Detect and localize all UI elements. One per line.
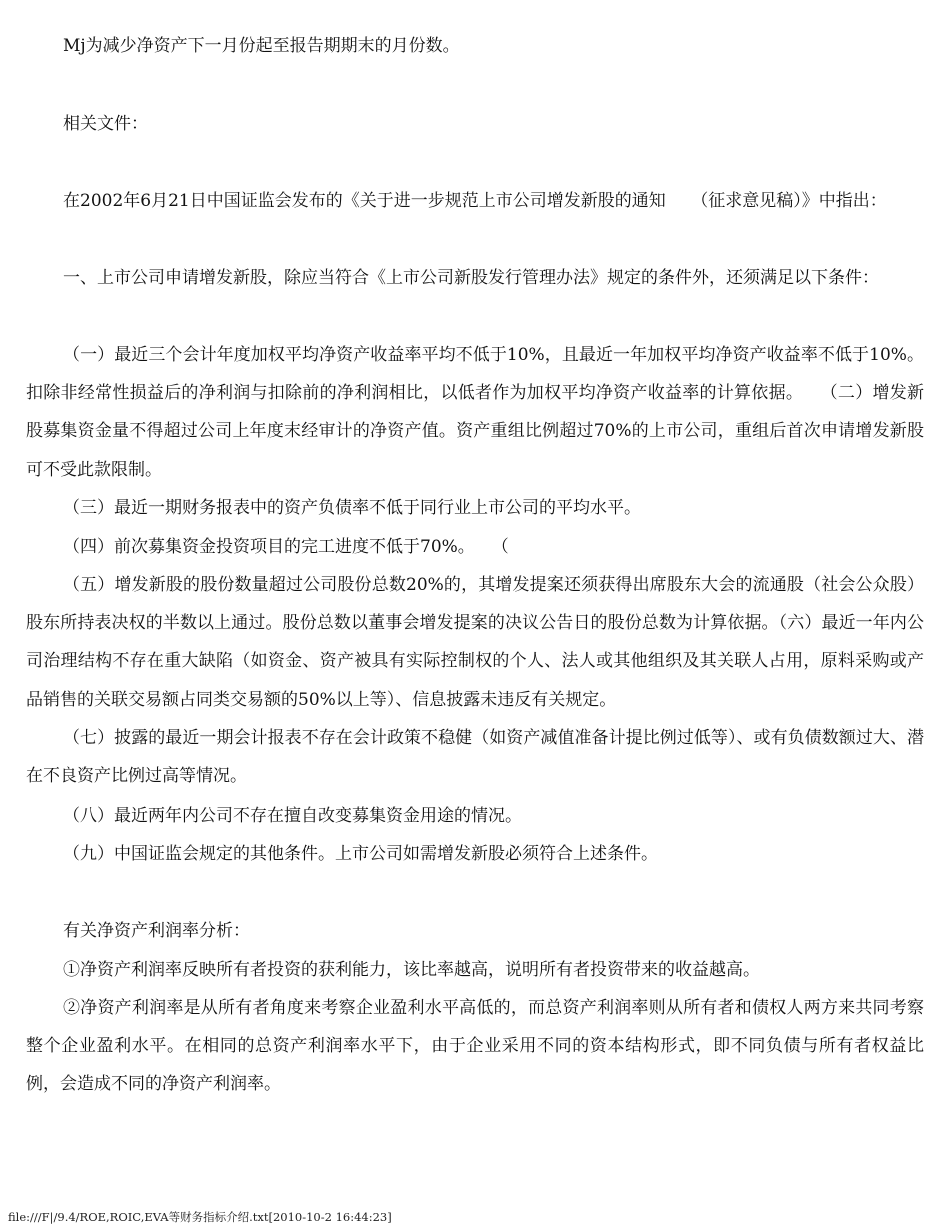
paragraph-mj-definition: Mj为减少净资产下一月份起至报告期期末的月份数。 [63,36,460,56]
file-path-footer: file:///F|/9.4/ROE,ROIC,EVA等财务指标介绍.txt[2010-10-2 16:44:23] [8,1210,392,1224]
paragraph-condition-3: （三）最近一期财务报表中的资产负债率不低于同行业上市公司的平均水平。 [63,498,641,518]
paragraph-conditions-1-2: （一）最近三个会计年度加权平均净资产收益率平均不低于10%，且最近一年加权平均净资产收益率不低于10%。扣除非经常性损益后的净利润与扣除前的净利润相比，以低者作为加权平均净资产收益率的计算依据。 （二）增发新股募集资金量不得超过公司上年度末经审计的净资产值。资产重组比例超过70%的上市公司，重组后首次申请增发新股可不受此款限制。 [26,345,924,480]
paragraph-related-files-heading: 相关文件： [63,114,148,134]
paragraph-condition-4: （四）前次募集资金投资项目的完工进度不低于70%。 （ [63,537,509,557]
paragraph-condition-8: （八）最近两年内公司不存在擅自改变募集资金用途的情况。 [63,806,522,826]
paragraph-condition-7: （七）披露的最近一期会计报表不存在会计政策不稳健（如资产减值准备计提比例过低等）、或有负债数额过大、潜在不良资产比例过高等情况。 [26,728,924,787]
paragraph-analysis-point-2: ②净资产利润率是从所有者角度来考察企业盈利水平高低的，而总资产利润率则从所有者和债权人两方来共同考察整个企业盈利水平。在相同的总资产利润率水平下，由于企业采用不同的资本结构形式，即不同负债与所有者权益比例，会造成不同的净资产利润率。 [26,998,924,1095]
paragraph-csrc-notice: 在2002年6月21日中国证监会发布的《关于进一步规范上市公司增发新股的通知 （征求意见稿）》中指出： [63,191,887,211]
paragraph-analysis-point-1: ①净资产利润率反映所有者投资的获利能力，该比率越高，说明所有者投资带来的收益越高。 [63,960,760,980]
paragraph-condition-intro: 一、上市公司申请增发新股，除应当符合《上市公司新股发行管理办法》规定的条件外，还须满足以下条件： [63,268,879,288]
paragraph-conditions-5-6: （五）增发新股的股份数量超过公司股份总数20%的，其增发提案还须获得出席股东大会的流通股（社会公众股）股东所持表决权的半数以上通过。股份总数以董事会增发提案的决议公告日的股份总数为计算依据。（六）最近一年内公司治理结构不存在重大缺陷（如资金、资产被具有实际控制权的个人、法人或其他组织及其关联人占用，原料采购或产品销售的关联交易额占同类交易额的50%以上等）、信息披露未违反有关规定。 [26,575,924,710]
paragraph-analysis-heading: 有关净资产利润率分析： [63,921,250,941]
paragraph-condition-9: （九）中国证监会规定的其他条件。上市公司如需增发新股必须符合上述条件。 [63,844,658,864]
